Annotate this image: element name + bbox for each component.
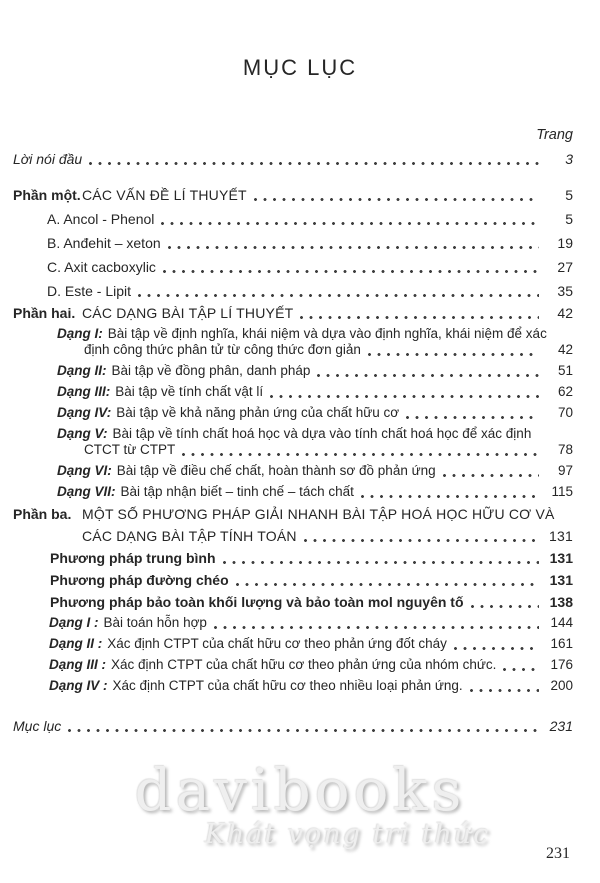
toc-entry-page: 231 <box>549 718 573 734</box>
toc-entry-page: 42 <box>557 305 573 321</box>
toc-entry-page: 35 <box>557 283 573 299</box>
toc-row <box>13 716 573 736</box>
toc-row <box>13 526 573 546</box>
toc-entry-text: C. Axit cacboxylic <box>47 259 156 275</box>
toc-entry-page: 176 <box>550 657 573 672</box>
toc-entry-page: 78 <box>557 442 573 457</box>
toc-entry-label: Dạng III: <box>57 384 111 399</box>
dot-leader <box>236 578 539 590</box>
toc-row <box>13 257 573 277</box>
toc-row <box>13 382 573 402</box>
toc-row <box>13 592 573 612</box>
toc-row <box>13 634 573 654</box>
toc-entry-page: 131 <box>549 572 573 588</box>
toc-row <box>13 461 573 481</box>
dot-leader <box>68 724 539 736</box>
toc-entry-page: 62 <box>557 384 573 399</box>
toc-entry-text: Bài tập về tính chất vật lí <box>115 384 264 399</box>
toc-entry-label: Dạng I: <box>57 326 103 341</box>
toc-row <box>13 570 573 590</box>
toc-entry-text: Bài toán hỗn hợp <box>103 615 207 630</box>
toc-entry-label: Dạng II : <box>49 636 103 651</box>
dot-leader <box>182 448 539 460</box>
dot-leader <box>503 663 539 675</box>
toc-entry-text: định công thức phân tử từ công thức đơn giản <box>84 342 361 357</box>
toc-entry-text: MỘT SỐ PHƯƠNG PHÁP GIẢI NHANH BÀI TẬP HOÁ HỌC HỮU CƠ VÀ <box>82 506 555 522</box>
toc-entry-text: Xác định CTPT của chất hữu cơ theo nhiều loại phản ứng. <box>112 678 463 693</box>
toc-entry-label: Phần một. <box>13 187 81 203</box>
toc-entry-label: Dạng I : <box>49 615 99 630</box>
toc-entry-page: 144 <box>550 615 573 630</box>
page-column-label: Trang <box>536 127 573 143</box>
dot-leader <box>254 193 539 205</box>
toc-entry-text: Phương pháp đường chéo <box>50 572 229 588</box>
toc-entry-text: Xác định CTPT của chất hữu cơ theo phản ứng của nhóm chức. <box>111 657 497 672</box>
dot-leader <box>304 534 539 546</box>
toc-entry-text: Mục lục <box>13 718 62 734</box>
toc-row <box>13 676 573 696</box>
toc-entry-text: Phương pháp trung bình <box>50 550 216 566</box>
toc-entry-page: 97 <box>557 463 573 478</box>
dot-leader <box>161 217 539 229</box>
footer-page-number: 231 <box>546 845 570 862</box>
dot-leader <box>300 311 539 323</box>
toc-entry-text: Bài tập về tính chất hoá học và dựa vào tính chất hoá học để xác định <box>112 426 532 441</box>
toc-entry-text: Phương pháp bảo toàn khối lượng và bảo toàn mol nguyên tố <box>50 594 464 610</box>
watermark-logo: davibooks <box>134 756 466 824</box>
toc-entry-page: 19 <box>557 235 573 251</box>
toc-entry-page: 42 <box>557 342 573 357</box>
dot-leader <box>89 157 539 169</box>
toc-row <box>13 403 573 423</box>
toc-entry-text: Bài tập về định nghĩa, khái niệm và dựa vào định nghĩa, khái niệm để xác <box>107 326 547 341</box>
toc-entry-text: D. Este - Lipit <box>47 283 132 299</box>
toc-row <box>13 504 573 524</box>
toc-entry-text: Bài tập về khả năng phản ứng của chất hữu cơ <box>116 405 400 420</box>
toc-row <box>13 655 573 675</box>
dot-leader <box>406 411 539 423</box>
toc-row <box>13 303 573 323</box>
toc-row <box>13 482 573 502</box>
dot-leader <box>317 369 539 381</box>
dot-leader <box>163 265 539 277</box>
toc-entry-text: CTCT từ CTPT <box>84 442 176 457</box>
dot-leader <box>270 390 539 402</box>
toc-entry-text: Lời nói đầu <box>13 151 83 167</box>
table-of-contents <box>0 149 600 736</box>
toc-row <box>13 361 573 381</box>
page-title: MỤC LỤC <box>242 55 358 80</box>
toc-entry-label: Phần ba. <box>13 506 72 522</box>
toc-entry-text: A. Ancol - Phenol <box>47 211 155 227</box>
toc-entry-page: 5 <box>565 187 573 203</box>
dot-leader <box>368 348 539 360</box>
toc-entry-page: 5 <box>565 211 573 227</box>
toc-entry-text: Xác định CTPT của chất hữu cơ theo phản ứng đốt cháy <box>107 636 447 651</box>
toc-row <box>13 548 573 568</box>
toc-entry-text: Bài tập nhận biết – tinh chế – tách chất <box>120 484 354 499</box>
toc-entry-page: 27 <box>557 259 573 275</box>
toc-row <box>13 149 573 169</box>
dot-leader <box>361 490 539 502</box>
toc-entry-text: CÁC DẠNG BÀI TẬP TÍNH TOÁN <box>82 528 297 544</box>
toc-entry-label: Dạng VI: <box>57 463 112 478</box>
dot-leader <box>168 241 539 253</box>
dot-leader <box>138 289 539 301</box>
toc-entry-page: 131 <box>549 550 573 566</box>
toc-row <box>13 613 573 633</box>
toc-entry-page: 200 <box>550 678 573 693</box>
toc-entry-page: 70 <box>557 405 573 420</box>
dot-leader <box>471 600 539 612</box>
toc-entry-label: Dạng V: <box>57 426 108 441</box>
toc-entry-text: B. Anđehit – xeton <box>47 235 161 251</box>
toc-entry-label: Phần hai. <box>13 305 76 321</box>
dot-leader <box>214 621 539 633</box>
toc-entry-page: 161 <box>550 636 573 651</box>
dot-leader <box>443 469 539 481</box>
toc-entry-label: Dạng II: <box>57 363 107 378</box>
toc-entry-label: Dạng IV : <box>49 678 108 693</box>
toc-entry-label: Dạng IV: <box>57 405 112 420</box>
toc-entry-page: 138 <box>549 594 573 610</box>
toc-entry-page: 3 <box>565 151 573 167</box>
toc-entry-page: 115 <box>551 484 573 499</box>
dot-leader <box>454 642 539 654</box>
toc-entry-label: Dạng III : <box>49 657 106 672</box>
toc-entry-text: Bài tập về đồng phân, danh pháp <box>111 363 311 378</box>
toc-entry-text: Bài tập về điều chế chất, hoàn thành sơ đồ phản ứng <box>116 463 436 478</box>
toc-row <box>13 185 573 205</box>
toc-entry-page: 51 <box>557 363 573 378</box>
toc-row <box>13 233 573 253</box>
watermark-tagline: Khát vọng tri thức <box>204 819 491 850</box>
toc-entry-page: 131 <box>549 528 573 544</box>
toc-row <box>13 281 573 301</box>
dot-leader <box>223 556 539 568</box>
toc-entry-label: Dạng VII: <box>57 484 116 499</box>
toc-entry-text: CÁC DẠNG BÀI TẬP LÍ THUYẾT <box>82 305 294 321</box>
toc-row <box>13 209 573 229</box>
dot-leader <box>470 684 539 696</box>
toc-entry-text: CÁC VẤN ĐỀ LÍ THUYẾT <box>82 187 247 203</box>
